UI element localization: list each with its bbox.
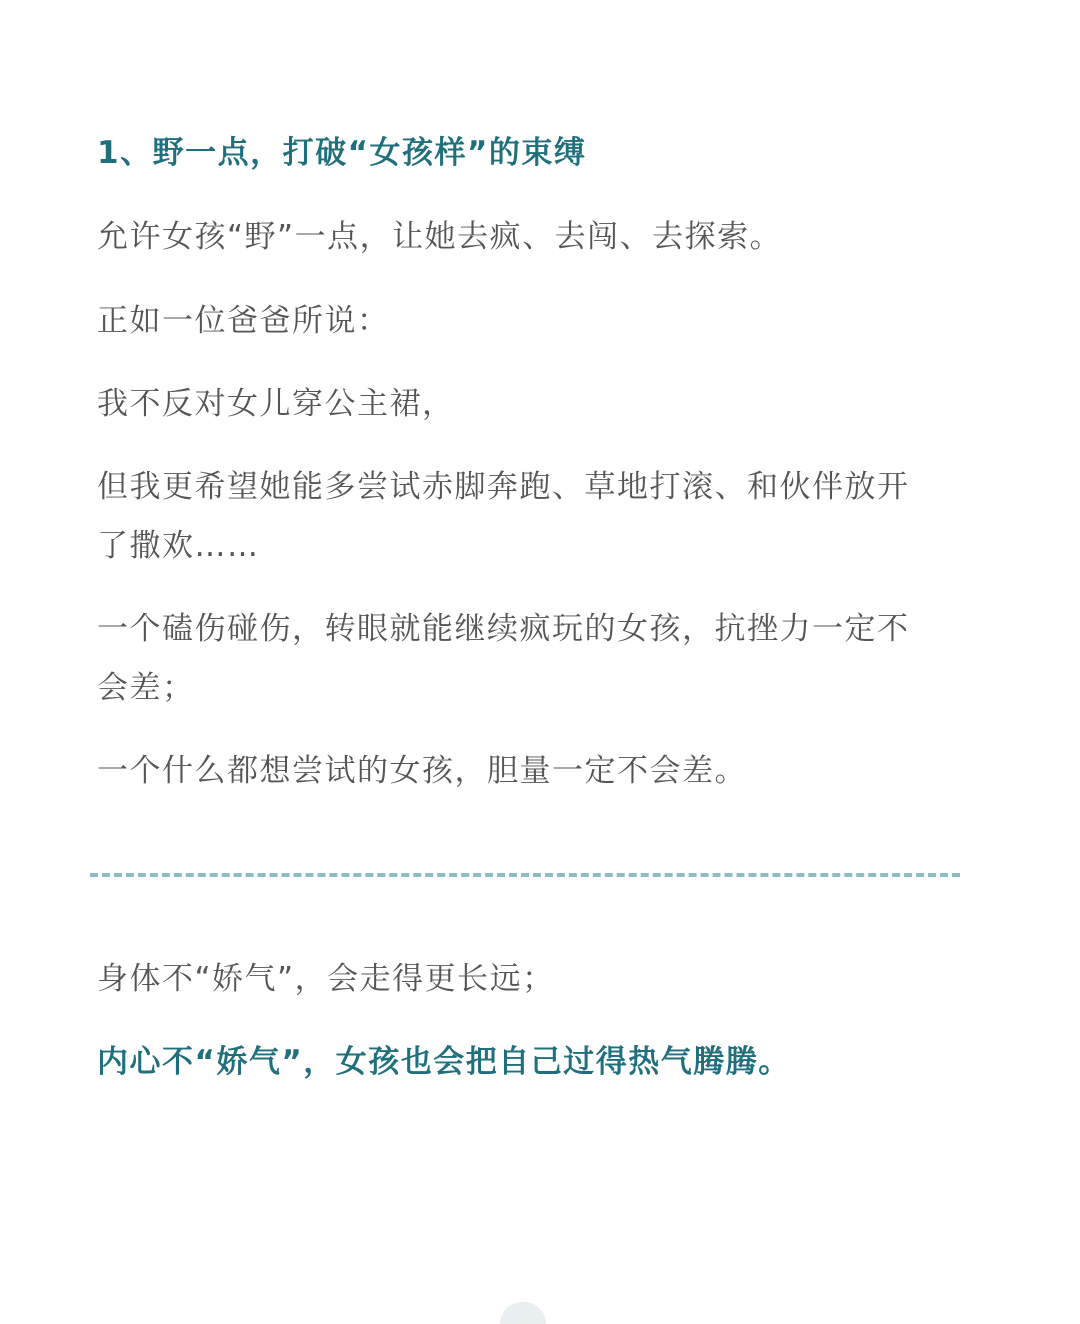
closing-line-2: 内心不“娇气”，女孩也会把自己过得热气腾腾。 [97, 1044, 791, 1080]
paragraph-4-line-2: 了撒欢…… [97, 528, 260, 564]
paragraph-3: 我不反对女儿穿公主裙， [97, 386, 455, 422]
paragraph-1: 允许女孩“野”一点，让她去疯、去闯、去探索。 [97, 219, 783, 255]
paragraph-6: 一个什么都想尝试的女孩，胆量一定不会差。 [97, 753, 747, 789]
bottom-decoration [500, 1302, 546, 1324]
dashed-divider [90, 873, 960, 877]
paragraph-4-line-1: 但我更希望她能多尝试赤脚奔跑、草地打滚、和伙伴放开 [97, 469, 910, 505]
paragraph-2: 正如一位爸爸所说： [97, 303, 390, 339]
closing-line-1: 身体不“娇气”，会走得更长远； [97, 961, 555, 997]
section-heading: 1、野一点，打破“女孩样”的束缚 [97, 135, 587, 171]
paragraph-5-line-2: 会差； [97, 670, 195, 706]
paragraph-5-line-1: 一个磕伤碰伤，转眼就能继续疯玩的女孩，抗挫力一定不 [97, 611, 910, 647]
